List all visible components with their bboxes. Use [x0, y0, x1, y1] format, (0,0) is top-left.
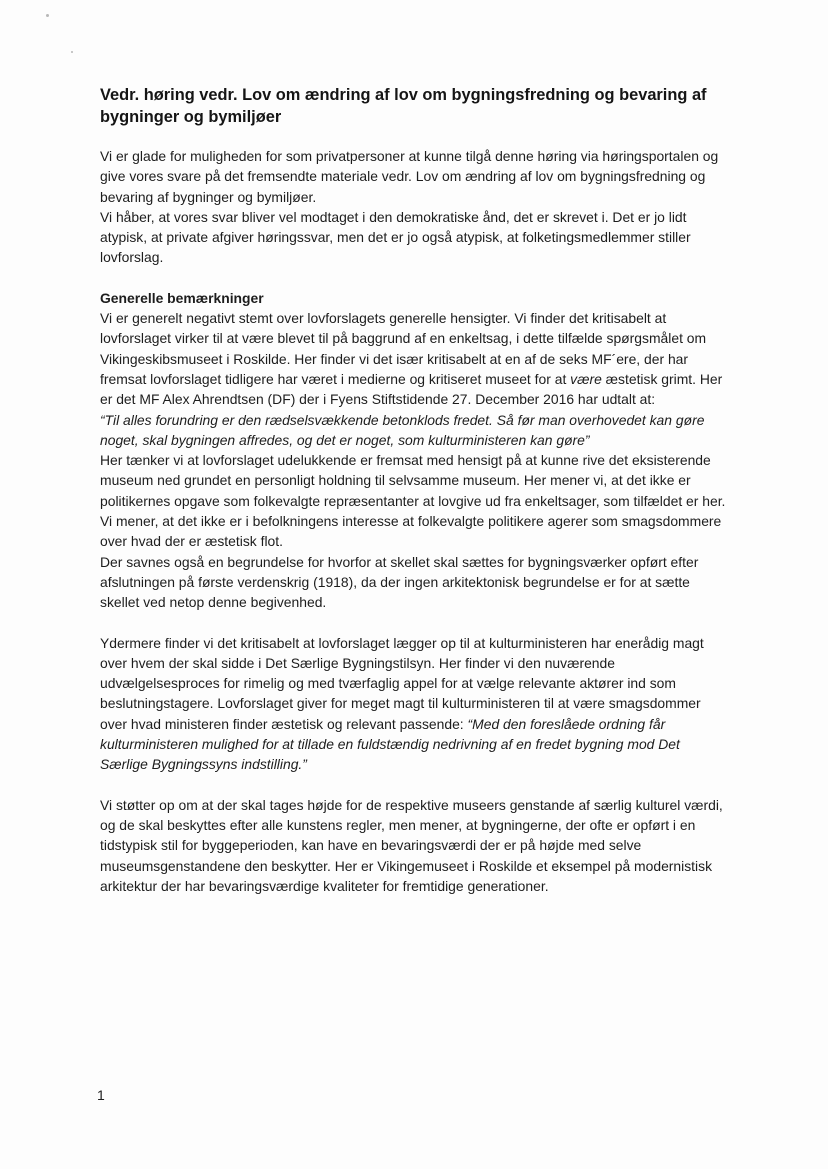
- ministry-paragraph: [100, 633, 730, 775]
- general-paragraph-2: Her tænker vi at lovforslaget udelukkende er fremsat med hensigt på at kunne rive det eksisterende museum ned grundet en personligt holdning til selvsamme museum. Her mener vi, at det ikke er politikernes opgave som folkevalgte repræsentanter at lovgive ud fra enkeltsager, som tilfældet er her. Vi mener, at det ikke er i befolkningens interesse at folkevalgte politikere agerer som smagsdommere over hvad der er æstetisk flot.: [100, 452, 726, 550]
- quote-proposal: “Med den foreslåede ordning får kulturministeren mulighed for at tillade en fuldstændig nedrivning af en fredet bygning mod Det Særlige Bygningssyns indstilling.”: [100, 715, 680, 773]
- general-paragraph-1-text-a: Vi er generelt negativt stemt over lovforslagets generelle hensigter. Vi finder det kritisabelt at lovforslaget virker til at være blevet til på baggrund af en enkeltsag, i dette tilfælde spørgsmålet om Vikingeskibsmuseet i Roskilde. Her finder vi det især kritisabelt at en af de seks MF´ere, der har fremsat lovforslaget tidligere har været i medierne og kritiseret museet for at: [100, 310, 707, 387]
- scan-speck: [46, 14, 49, 17]
- museums-section: [100, 795, 730, 896]
- general-paragraph-1: [100, 308, 730, 409]
- emphasis-word: være: [570, 370, 602, 387]
- page-number: 1: [97, 1087, 105, 1103]
- intro-section: [100, 146, 730, 268]
- section-heading: Generelle bemærkninger: [100, 289, 264, 306]
- general-remarks-section: [100, 288, 730, 613]
- intro-paragraph-2: Vi håber, at vores svar bliver vel modtaget i den demokratiske ånd, det er skrevet i. Det er jo lidt atypisk, at private afgiver høringssvar, men det er jo også atypisk, at folketingsmedlemmer stiller lovforslag.: [100, 208, 691, 266]
- general-paragraph-1-text-b: æstetisk grimt. Her er det MF Alex Ahrendtsen (DF) der i Fyens Stiftstidende 27. December 2016 har udtalt at:: [100, 370, 723, 408]
- quote-ahrendtsen: “Til alles forundring er den rædselsvækkende betonklods fredet. Så før man overhovedet kan gøre noget, skal bygningen affredes, og det er noget, som kulturministeren kan gøre”: [100, 411, 705, 448]
- museums-paragraph: Vi støtter op om at der skal tages højde for de respektive museers genstande af særlig kulturel værdi, og de skal beskyttes efter alle kunstens regler, men mener, at bygningerne, der ofte er opført i en tidstypisk stil for byggeperioden, kan have en bevaringsværdi der er på højde med selve museumsgenstandene den beskytter. Her er Vikingemuseet i Roskilde et eksempel på modernistisk arkitektur der har bevaringsværdige kvaliteter for fremtidige generationer.: [100, 796, 723, 894]
- scan-speck: [71, 51, 73, 53]
- ministry-paragraph-text: Ydermere finder vi det kritisabelt at lovforslaget lægger op til at kulturministeren har enerådig magt over hvem der skal sidde i Det Særlige Bygningstilsyn. Her finder vi den nuværende udvælgelsesproces for rimelig og med tværfaglig appel for at vælge relevante aktører ind som beslutningstagere. Lovforslaget giver for meget magt til kulturministeren til at være smagsdommer over hvad ministeren finder æstetisk og relevant passende:: [100, 634, 704, 732]
- intro-paragraph-1: Vi er glade for muligheden for som privatpersoner at kunne tilgå denne høring via høringsportalen og give vores svare på det fremsendte materiale vedr. Lov om ændring af lov om bygningsfredning og bevaring af bygninger og bymiljøer.: [100, 148, 719, 205]
- general-paragraph-3: Der savnes også en begrundelse for hvorfor at skellet skal sættes for bygningsværker opført efter afslutningen på første verdenskrig (1918), da der ingen arkitektonisk begrundelse er for at sætte skellet ved netop denne begivenhed.: [100, 553, 699, 611]
- document-body: [100, 84, 730, 916]
- ministry-section: [100, 633, 730, 775]
- document-title: Vedr. høring vedr. Lov om ændring af lov om bygningsfredning og bevaring af bygninger og bymiljøer: [100, 86, 707, 126]
